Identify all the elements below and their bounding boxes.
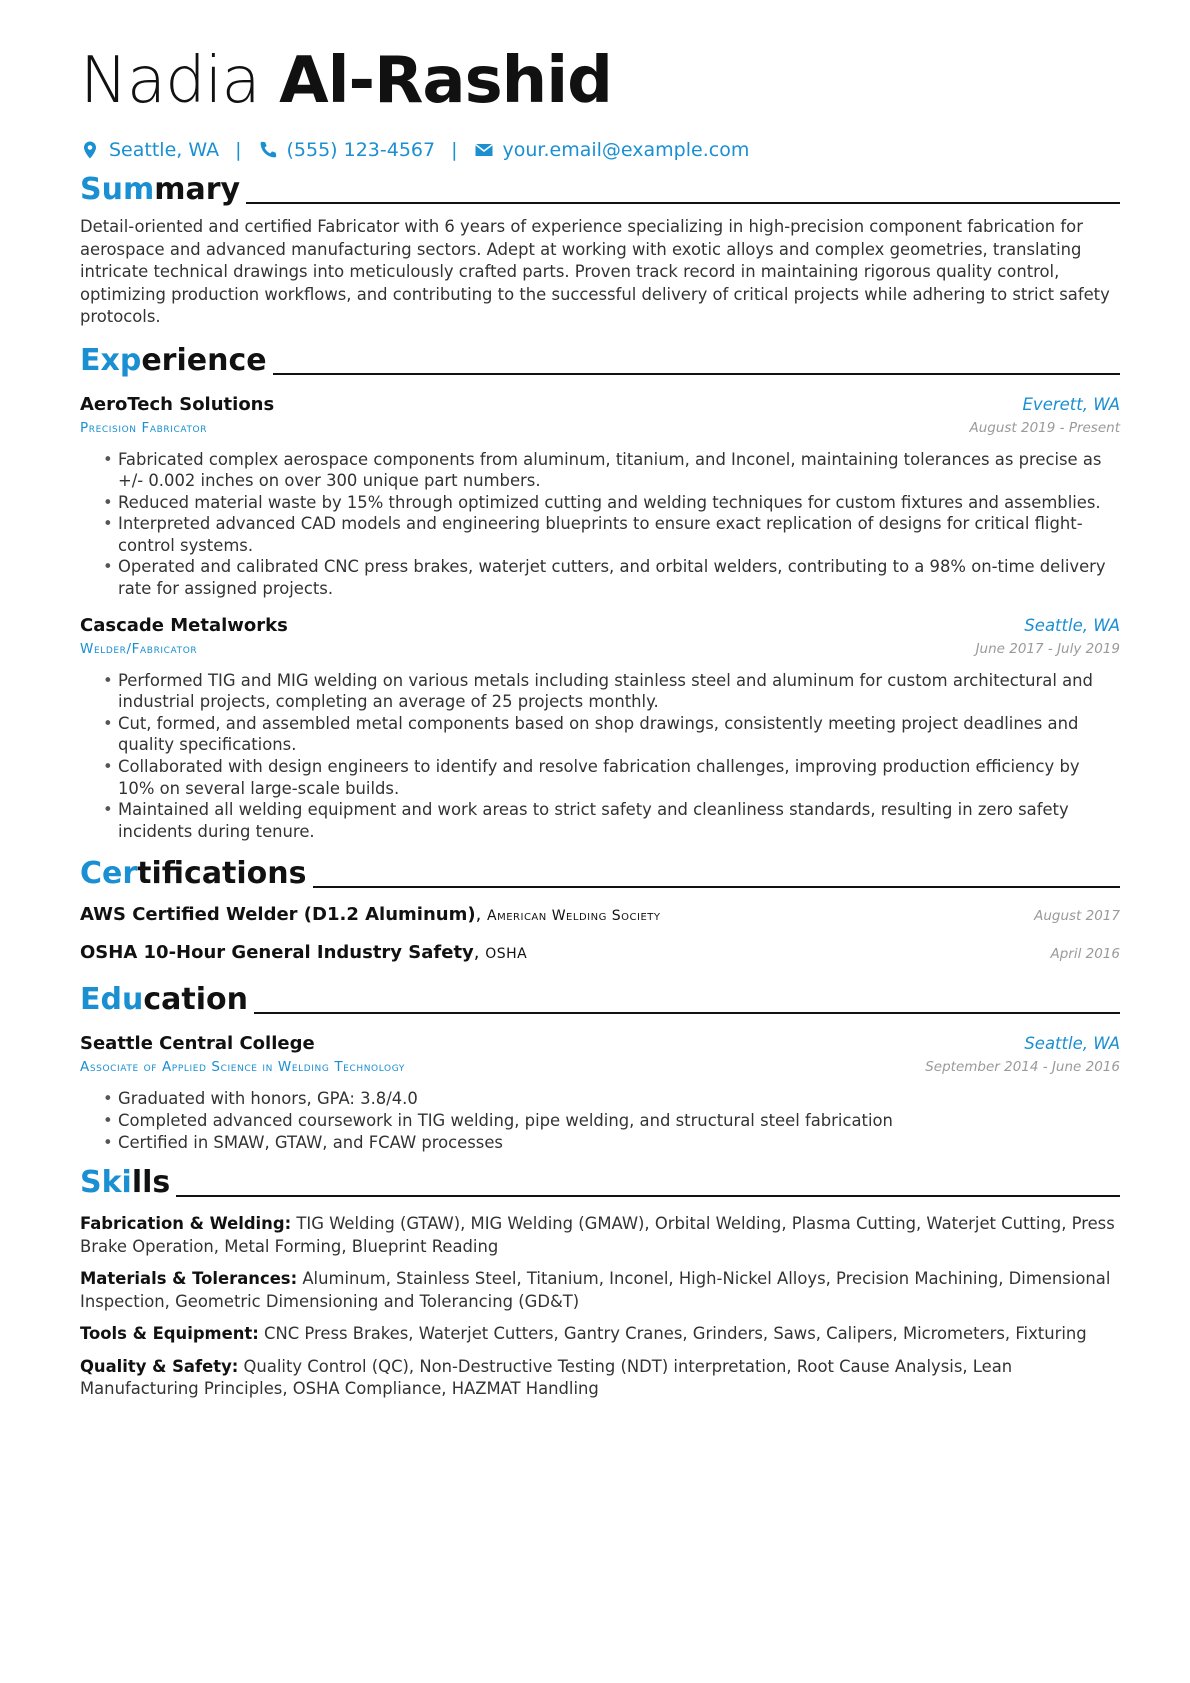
skill-group (80, 1323, 1120, 1346)
skill-text: CNC Press Brakes, Waterjet Cutters, Gantry Cranes, Grinders, Saws, Calipers, Micrometers, Fixturing (264, 1324, 1087, 1344)
title-rest: erience (141, 342, 267, 378)
certification-issuer: American Welding Society (487, 908, 661, 925)
entry-header (80, 393, 1120, 417)
contact-email[interactable] (474, 139, 750, 161)
section-title (80, 170, 240, 210)
title-accent: Sum (80, 172, 155, 207)
skill-text: Aluminum, Stainless Steel, Titanium, Inconel, High-Nickel Alloys, Precision Machining, Dimensional Inspection, Geometric Dimensioning and Tolerancing (GD&T) (80, 1269, 1111, 1311)
job-dates: June 2017 - July 2019 (975, 640, 1120, 657)
skill-group (80, 1268, 1120, 1313)
skill-label: Fabrication & Welding: (80, 1214, 292, 1234)
summary-text: Detail-oriented and certified Fabricator with 6 years of experience specializing in high-precision component fabrication for aerospace and advanced manufacturing sectors. Adept at working with exotic alloys and complex geometries, translating intricate technical drawings into meticulously crafted parts. Proven track record in maintaining rigorous quality control, optimizing production workflows, and contributing to the successful delivery of critical projects while adhering to strict safety protocols. (80, 217, 1110, 326)
skill-label: Materials & Tolerances: (80, 1269, 298, 1289)
certification-text: OSHA 10-Hour General Industry Safety, OSHA (80, 942, 528, 964)
title-rest: mary (154, 172, 241, 207)
education-dates: September 2014 - June 2016 (925, 1059, 1120, 1076)
title-accent: Exp (80, 342, 142, 378)
entry-subheader (80, 1056, 1120, 1078)
bullet-item: • Interpreted advanced CAD models and engineering blueprints to ensure exact replication of designs for critical flight-control systems. (118, 513, 1120, 556)
entry-subheader (80, 638, 1120, 660)
skill-label: Quality & Safety: (80, 1356, 239, 1376)
bullet-item: • Operated and calibrated CNC press brakes, waterjet cutters, and orbital welders, contributing to a 98% on-time delivery rate for assigned projects. (118, 556, 1120, 599)
company-name: Cascade Metalworks (80, 614, 288, 636)
job-bullets (80, 670, 1120, 843)
title-accent: Cer (80, 856, 138, 892)
experience-entry (80, 614, 1120, 843)
phone-text[interactable]: (555) 123-4567 (286, 139, 436, 161)
contact-phone[interactable] (258, 139, 436, 161)
bullet-item: • Fabricated complex aerospace components from aluminum, titanium, and Inconel, maintaining tolerances as precise as +/- 0.002 inches on over 300 unique part numbers. (118, 449, 1120, 492)
experience-heading (80, 341, 1120, 381)
title-accent: Edu (80, 982, 144, 1018)
contact-separator: | (451, 139, 458, 161)
entry-header (80, 1032, 1120, 1056)
certification-date: April 2016 (1050, 946, 1120, 963)
resume-page (80, 40, 1120, 1401)
degree-title: Associate of Applied Science in Welding Technology (80, 1059, 405, 1076)
contact-separator: | (235, 139, 242, 161)
section-title (80, 341, 267, 381)
envelope-icon (474, 140, 494, 160)
certification-name: OSHA 10-Hour General Industry Safety (80, 942, 474, 964)
bullet-item: • Maintained all welding equipment and work areas to strict safety and cleanliness standards, resulting in zero safety incidents during tenure. (118, 799, 1120, 842)
certification-item (80, 942, 1120, 974)
title-rest: tifications (137, 856, 307, 892)
section-title (80, 854, 307, 894)
job-bullets (80, 449, 1120, 600)
certification-text: AWS Certified Welder (D1.2 Aluminum), American Welding Society (80, 904, 661, 926)
email-link[interactable]: your.email@example.com (502, 139, 750, 161)
section-title (80, 980, 248, 1020)
first-name: Nadia (80, 44, 260, 118)
job-title: Welder/Fabricator (80, 640, 198, 657)
job-dates: August 2019 - Present (969, 419, 1120, 436)
summary-heading (80, 170, 1120, 210)
map-pin-icon (80, 140, 100, 160)
education-bullets (80, 1088, 1120, 1153)
bullet-item: • Collaborated with design engineers to identify and resolve fabrication challenges, improving production efficiency by 10% on several large-scale builds. (118, 756, 1120, 799)
title-rest: lls (131, 1165, 171, 1201)
education-entry (80, 1032, 1120, 1153)
certification-name: AWS Certified Welder (D1.2 Aluminum) (80, 904, 476, 926)
location-text: Seattle, WA (109, 139, 220, 161)
bullet-item: • Certified in SMAW, GTAW, and FCAW processes (118, 1132, 1120, 1154)
bullet-item: • Reduced material waste by 15% through optimized cutting and welding techniques for custom fixtures and assemblies. (118, 492, 1120, 514)
bullet-item: • Graduated with honors, GPA: 3.8/4.0 (118, 1088, 1120, 1110)
certification-date: August 2017 (1034, 908, 1120, 925)
section-rule (313, 886, 1120, 888)
education-heading (80, 980, 1120, 1020)
company-name: AeroTech Solutions (80, 393, 275, 415)
title-accent: Ski (80, 1165, 132, 1201)
school-name: Seattle Central College (80, 1033, 315, 1055)
school-location: Seattle, WA (1024, 1034, 1120, 1054)
certifications-heading (80, 854, 1120, 894)
certification-issuer: OSHA (485, 946, 528, 963)
entry-subheader (80, 417, 1120, 439)
bullet-item: • Cut, formed, and assembled metal components based on shop drawings, consistently meeting project deadlines and quality specifications. (118, 713, 1120, 756)
phone-icon (258, 140, 278, 160)
section-rule (254, 1012, 1120, 1014)
skill-group (80, 1213, 1120, 1258)
skill-text: TIG Welding (GTAW), MIG Welding (GMAW), Orbital Welding, Plasma Cutting, Waterjet Cutting, Press Brake Operation, Metal Forming, Blueprint Reading (80, 1214, 1115, 1256)
section-title (80, 1163, 170, 1203)
experience-entry (80, 393, 1120, 600)
skill-label: Tools & Equipment: (80, 1324, 259, 1344)
last-name: Al-Rashid (279, 44, 612, 118)
section-rule (273, 373, 1120, 375)
job-title: Precision Fabricator (80, 419, 208, 436)
contact-bar (80, 136, 1120, 164)
title-rest: cation (143, 982, 248, 1018)
section-rule (176, 1195, 1120, 1197)
entry-header (80, 614, 1120, 638)
contact-location (80, 139, 219, 161)
certification-item (80, 904, 1120, 936)
skills-heading (80, 1163, 1120, 1203)
bullet-item: • Performed TIG and MIG welding on various metals including stainless steel and aluminum for custom architectural and industrial projects, completing an average of 25 projects monthly. (118, 670, 1120, 713)
candidate-name (80, 40, 1120, 122)
section-rule (246, 202, 1120, 204)
job-location: Seattle, WA (1024, 615, 1120, 635)
skill-text: Quality Control (QC), Non-Destructive Testing (NDT) interpretation, Root Cause Analysis, Lean Manufacturing Principles, OSHA Compliance, HAZMAT Handling (80, 1356, 1013, 1399)
job-location: Everett, WA (1022, 394, 1120, 414)
skill-group (80, 1356, 1120, 1401)
bullet-item: • Completed advanced coursework in TIG welding, pipe welding, and structural steel fabrication (118, 1110, 1120, 1132)
